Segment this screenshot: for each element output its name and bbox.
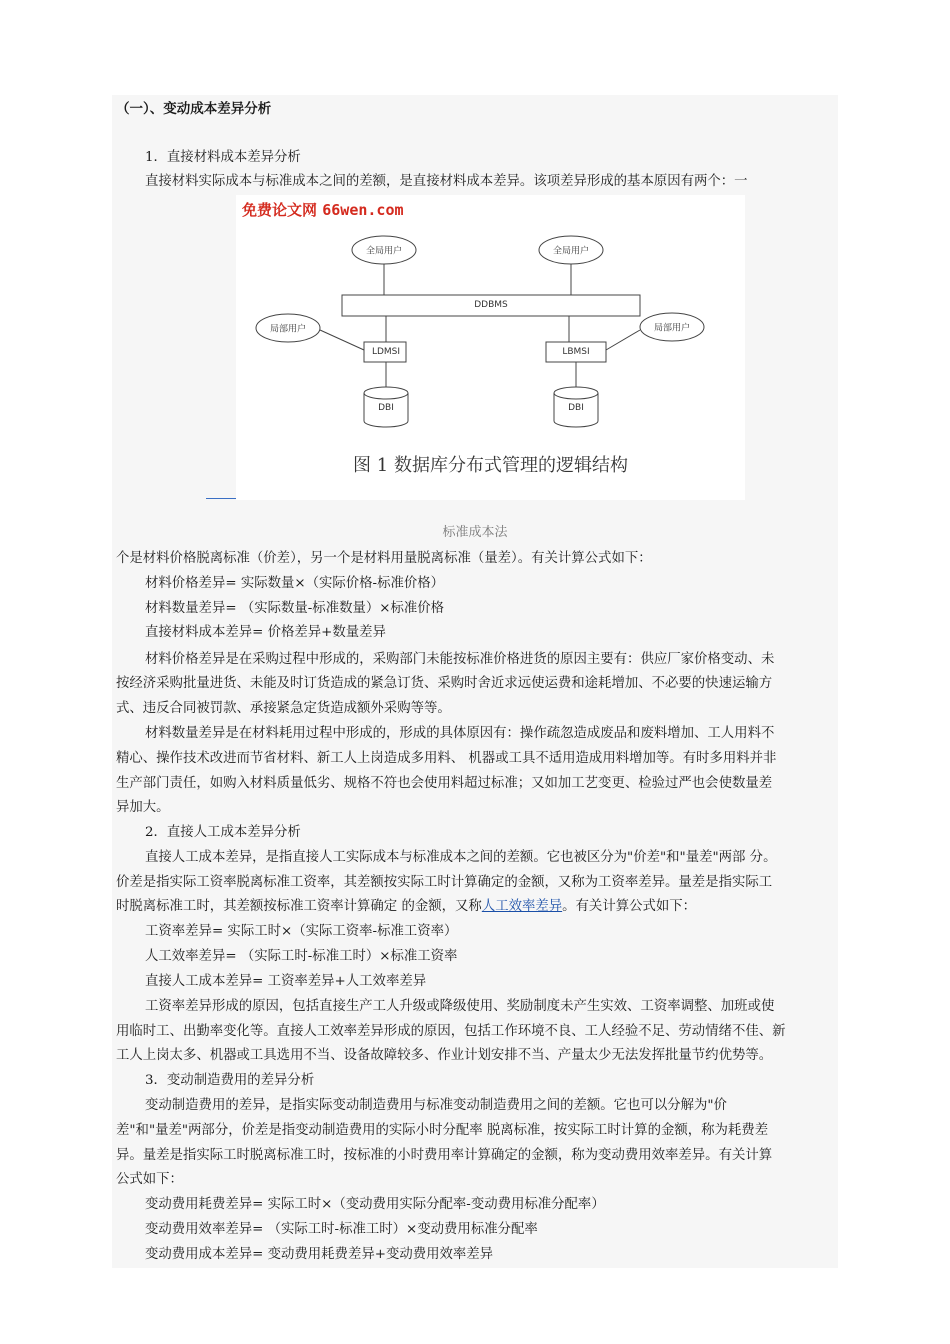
s1-title: 1．直接材料成本差异分析 — [145, 150, 301, 165]
s2-para2-line: 用临时工、出勤率变化等。直接人工效率差异形成的原因，包括工作环境不良、工人经验不足、劳动情绪不佳、新 — [116, 1024, 786, 1039]
diagram-figure — [236, 195, 745, 500]
s2-para1-line: 时脱离标准工时，其差额按标准工资率计算确定 的金额，又称人工效率差异。有关计算公式如下： — [116, 899, 697, 914]
image-caption: 标准成本法 — [442, 525, 508, 540]
figure-caption: 图 1 数据库分布式管理的逻辑结构 — [353, 455, 628, 476]
s1-para2-line: 生产部门责任，如购入材料质量低劣、规格不符也会使用料超过标准；又如加工艺变更、检验过严也会使数量差 — [116, 776, 773, 791]
ldbms-right-label: LBMSI — [562, 347, 590, 357]
labor-efficiency-variance-link[interactable]: 人工效率差异 — [481, 899, 563, 914]
s3-formula-2: 变动费用效率差异= （实际工时-标准工时）×变动费用标准分配率 — [145, 1222, 538, 1237]
s1-para1-line: 材料价格差异是在采购过程中形成的，采购部门未能按标准价格进货的原因主要有：供应厂家价格变动、未 — [145, 652, 775, 667]
s1-para1-line: 式、违反合同被罚款、承接紧急定货造成额外采购等等。 — [116, 701, 451, 716]
s2-para2-line: 工人上岗太多、机器或工具选用不当、设备故障较多、作业计划安排不当、产量太少无法发挥批量节约优势等。 — [116, 1048, 773, 1063]
s2-para2-line: 工资率差异形成的原因，包括直接生产工人升级或降级使用、奖励制度未产生实效、工资率调整、加班或使 — [145, 999, 775, 1014]
s3-title: 3．变动制造费用的差异分析 — [145, 1073, 315, 1088]
s2-title: 2．直接人工成本差异分析 — [145, 825, 301, 840]
ldbms-left-label: LDMSI — [371, 347, 401, 357]
s1-formula-1: 材料价格差异= 实际数量×（实际价格-标准价格） — [145, 576, 445, 591]
s1-para2-line: 精心、操作技术改进而节省材料、新工人上岗造成多用料、 机器或工具不适用造成用料增加等。有时多用料并非 — [116, 751, 777, 766]
watermark: 免费论文网 66wen.com — [242, 201, 404, 219]
s1-para1-line: 按经济采购批量进货、未能及时订货造成的紧急订货、采购时舍近求远使运费和途耗增加、不必要的快速运输方 — [116, 676, 773, 691]
s1-para2-line: 材料数量差异是在材料耗用过程中形成的，形成的具体原因有：操作疏忽造成废品和废料增加、工人用料不 — [145, 726, 775, 741]
global-user-right-label: 全局用户 — [552, 246, 590, 257]
image-link-underline[interactable] — [206, 498, 236, 499]
s3-formula-3: 变动费用成本差异= 变动费用耗费差异+变动费用效率差异 — [145, 1247, 494, 1262]
s3-para-line: 异。量差是指实际工时脱离标准工时，按标准的小时费用率计算确定的金额，称为变动费用效率差异。有关计算 — [116, 1148, 773, 1163]
s2-formula-1: 工资率差异= 实际工时×（实际工资率-标准工资率） — [145, 924, 458, 939]
s1-formula-2: 材料数量差异= （实际数量-标准数量）×标准价格 — [145, 601, 445, 616]
local-user-right-label: 局部用户 — [653, 323, 691, 334]
s3-para-line: 差"和"量差"两部分，价差是指变动制造费用的实际小时分配率 脱离标准，按实际工时计算的金额，称为耗费差 — [116, 1123, 769, 1138]
s2-para1-line: 价差是指实际工资率脱离标准工资率，其差额按实际工时计算确定的金额，又称为工资率差异。量差是指实际工 — [116, 875, 773, 890]
s1-para2-line: 异加大。 — [116, 800, 170, 815]
s3-para-line: 变动制造费用的差异，是指实际变动制造费用与标准变动制造费用之间的差额。它也可以分解为"价 — [145, 1098, 727, 1113]
s1-intro-a: 直接材料实际成本与标准成本之间的差额，是直接材料成本差异。该项差异形成的基本原因有两个：一 — [145, 174, 748, 189]
s1-intro-b: 个是材料价格脱离标准（价差），另一个是材料用量脱离标准（量差）。有关计算公式如下： — [116, 551, 652, 566]
s3-formula-1: 变动费用耗费差异= 实际工时×（变动费用实际分配率-变动费用标准分配率） — [145, 1197, 605, 1212]
s1-formula-3: 直接材料成本差异= 价格差异+数量差异 — [145, 625, 386, 640]
db-left-label: DBI — [378, 403, 394, 413]
section-heading: （一）、变动成本差异分析 — [116, 101, 272, 117]
db-right-label: DBI — [568, 403, 584, 413]
local-user-left-label: 局部用户 — [269, 324, 307, 335]
global-user-left-label: 全局用户 — [365, 246, 403, 257]
ddbms-label: DDBMS — [474, 300, 508, 310]
s2-formula-2: 人工效率差异= （实际工时-标准工时）×标准工资率 — [145, 949, 458, 964]
s2-formula-3: 直接人工成本差异= 工资率差异+人工效率差异 — [145, 974, 427, 989]
s3-para-line: 公式如下： — [116, 1172, 183, 1187]
s2-para1-line: 直接人工成本差异，是指直接人工实际成本与标准成本之间的差额。它也被区分为"价差"和"量差"两部 分。 — [145, 850, 777, 865]
